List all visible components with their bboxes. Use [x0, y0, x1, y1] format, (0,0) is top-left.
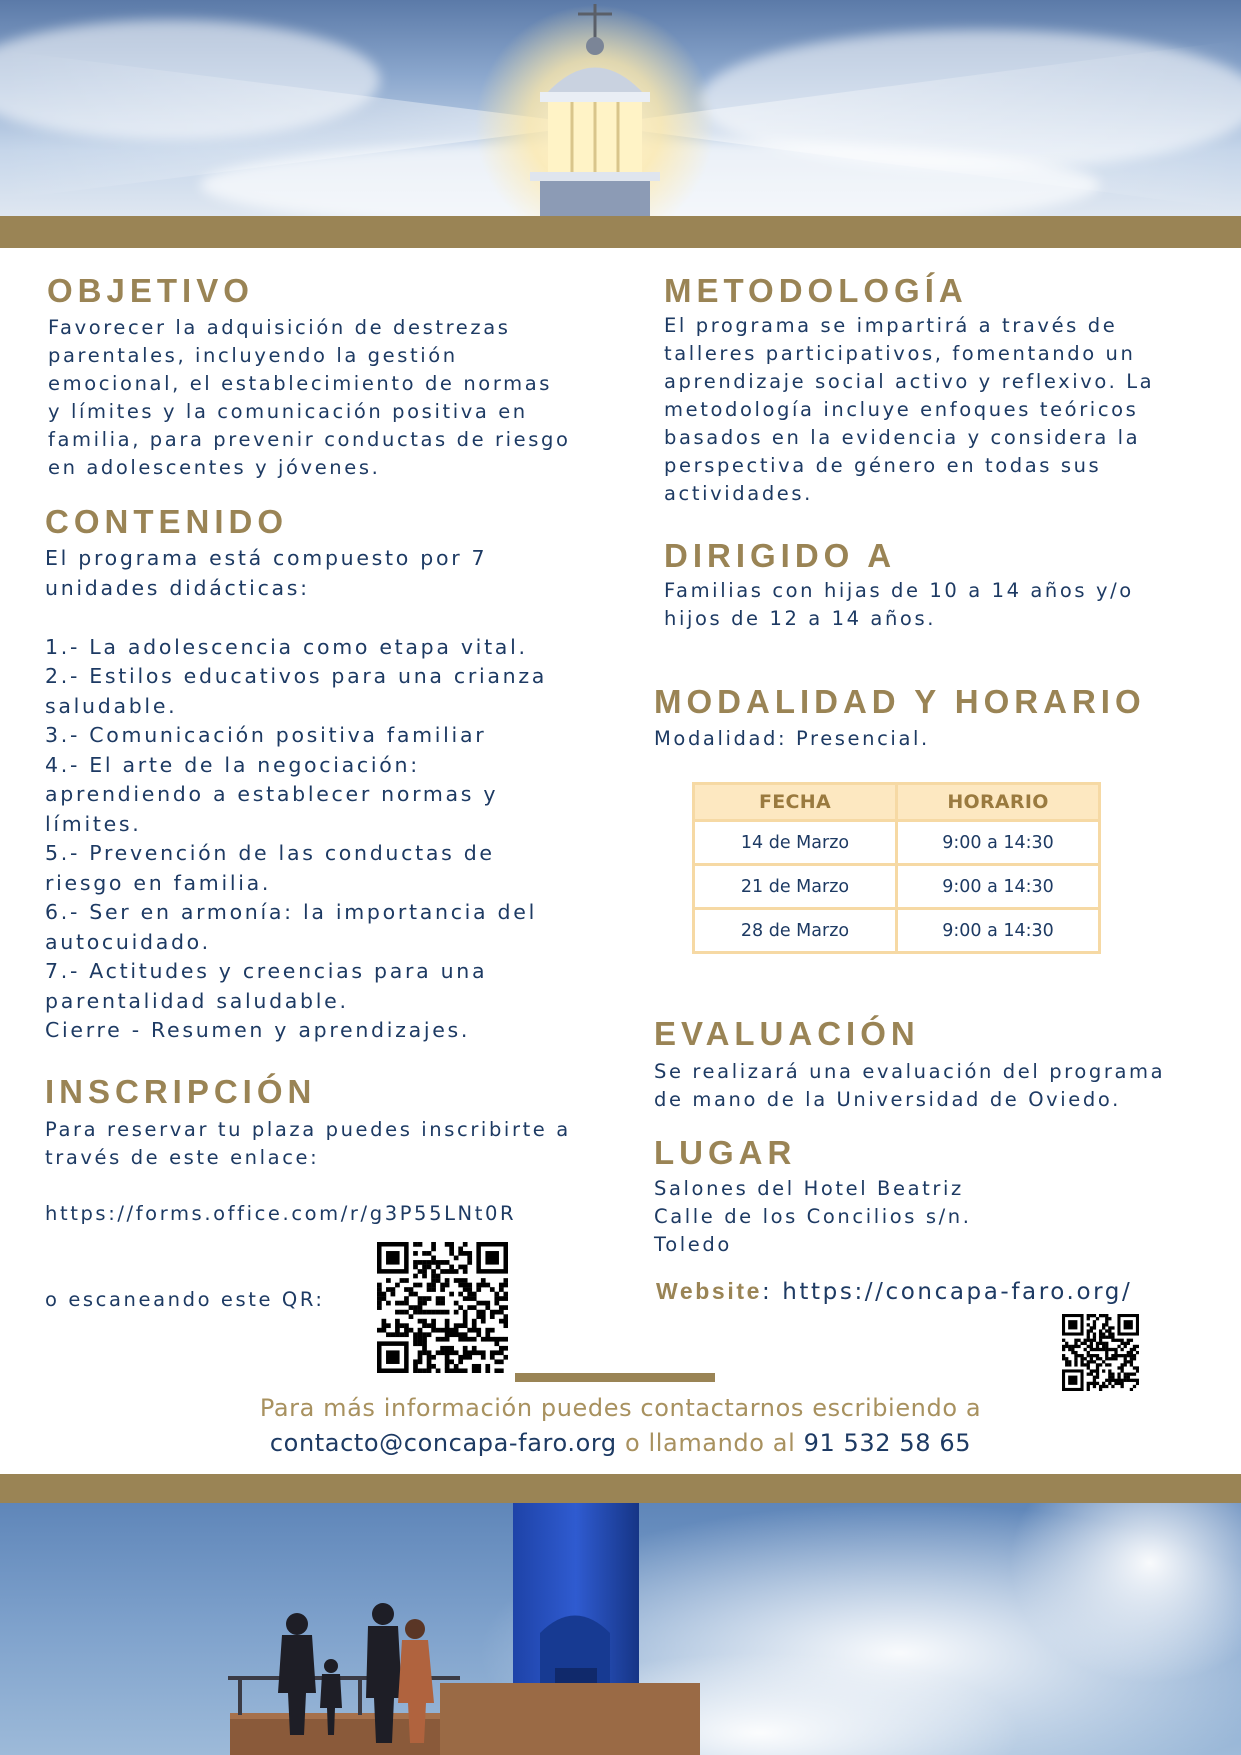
modalidad-text: Modalidad: Presencial.: [654, 727, 930, 750]
lugar-heading: LUGAR: [654, 1134, 797, 1171]
website-label: Website: [656, 1278, 762, 1304]
metodologia-heading: METODOLOGÍA: [664, 272, 968, 309]
contenido-heading: CONTENIDO: [45, 503, 288, 540]
section-divider: [515, 1373, 715, 1382]
website-qr-code[interactable]: [1062, 1314, 1139, 1391]
website-separator: :: [761, 1279, 773, 1305]
inscripcion-form-link[interactable]: https://forms.office.com/r/g3P55LNt0R: [45, 1202, 517, 1225]
schedule-date-cell: 21 de Marzo: [694, 865, 897, 909]
lighthouse-lantern-illustration: [0, 0, 1241, 216]
contenido-text: El programa está compuesto por 7 unidades didácticas: 1.- La adolescencia como etapa vital. 2.- Estilos educativos para una crianza saludable. 3.- Comunicación positiva familiar 4.- El arte de la negociación: aprendiendo a establecer normas y límites. 5.- Prevención de las conductas de riesgo en familia. 6.- Ser en armonía: la importancia del autocuidado. 7.- Actitudes y creencias para una parentalidad saludable. Cierre - Resumen y aprendizajes.: [45, 546, 548, 1042]
contact-line-1: Para más información puedes contactarnos escribiendo a: [259, 1394, 982, 1422]
schedule-time-cell: 9:00 a 14:30: [897, 821, 1100, 865]
objetivo-heading: OBJETIVO: [47, 272, 254, 309]
table-row: [694, 821, 1100, 865]
modalidad-heading: MODALIDAD Y HORARIO: [654, 683, 1146, 720]
evaluacion-heading: EVALUACIÓN: [654, 1015, 920, 1052]
schedule-header-horario: HORARIO: [897, 784, 1100, 821]
table-row: [694, 865, 1100, 909]
header-photo-lighthouse-lantern: [0, 0, 1241, 216]
contact-connector: o llamando al: [616, 1429, 804, 1457]
metodologia-text: El programa se impartirá a través de talleres participativos, fomentando un aprendizaje social activo y reflexivo. La metodología incluye enfoques teóricos basados en la evidencia y considera la perspectiva de género en todas sus actividades.: [664, 314, 1155, 505]
schedule-header-fecha: FECHA: [694, 784, 897, 821]
top-gold-band: [0, 216, 1241, 248]
evaluacion-text: Se realizará una evaluación del programa de mano de la Universidad de Oviedo.: [654, 1060, 1166, 1111]
schedule-date-cell: 14 de Marzo: [694, 821, 897, 865]
footer-photo-lighthouse-family: [0, 1503, 1241, 1755]
website-link[interactable]: https://concapa-faro.org/: [782, 1279, 1133, 1305]
schedule-table: [692, 782, 1101, 954]
schedule-header-row: [694, 784, 1100, 821]
schedule-time-cell: 9:00 a 14:30: [897, 909, 1100, 953]
inscripcion-qr-code[interactable]: [377, 1242, 508, 1373]
bottom-gold-band: [0, 1474, 1241, 1504]
schedule-date-cell: 28 de Marzo: [694, 909, 897, 953]
contact-email-link[interactable]: contacto@concapa-faro.org: [269, 1429, 617, 1457]
inscripcion-heading: INSCRIPCIÓN: [45, 1073, 317, 1110]
lugar-text: Salones del Hotel Beatriz Calle de los Concilios s/n. Toledo: [654, 1177, 972, 1256]
table-row: [694, 909, 1100, 953]
dirigido-heading: DIRIGIDO A: [664, 537, 897, 574]
qr-label: o escaneando este QR:: [45, 1288, 325, 1311]
contact-phone-link[interactable]: 91 532 58 65: [803, 1429, 972, 1457]
inscripcion-text: Para reservar tu plaza puedes inscribirte a través de este enlace:: [45, 1118, 571, 1169]
lighthouse-family-illustration: [0, 1503, 1241, 1755]
objetivo-text: Favorecer la adquisición de destrezas parentales, incluyendo la gestión emocional, el establecimiento de normas y límites y la comunicación positiva en familia, para prevenir conductas de riesgo en adolescentes y jóvenes.: [48, 316, 571, 479]
dirigido-text: Familias con hijas de 10 a 14 años y/o hijos de 12 a 14 años.: [664, 579, 1134, 630]
website-line: [656, 1278, 1132, 1305]
contact-line-2: [0, 1429, 1241, 1457]
schedule-time-cell: 9:00 a 14:30: [897, 865, 1100, 909]
